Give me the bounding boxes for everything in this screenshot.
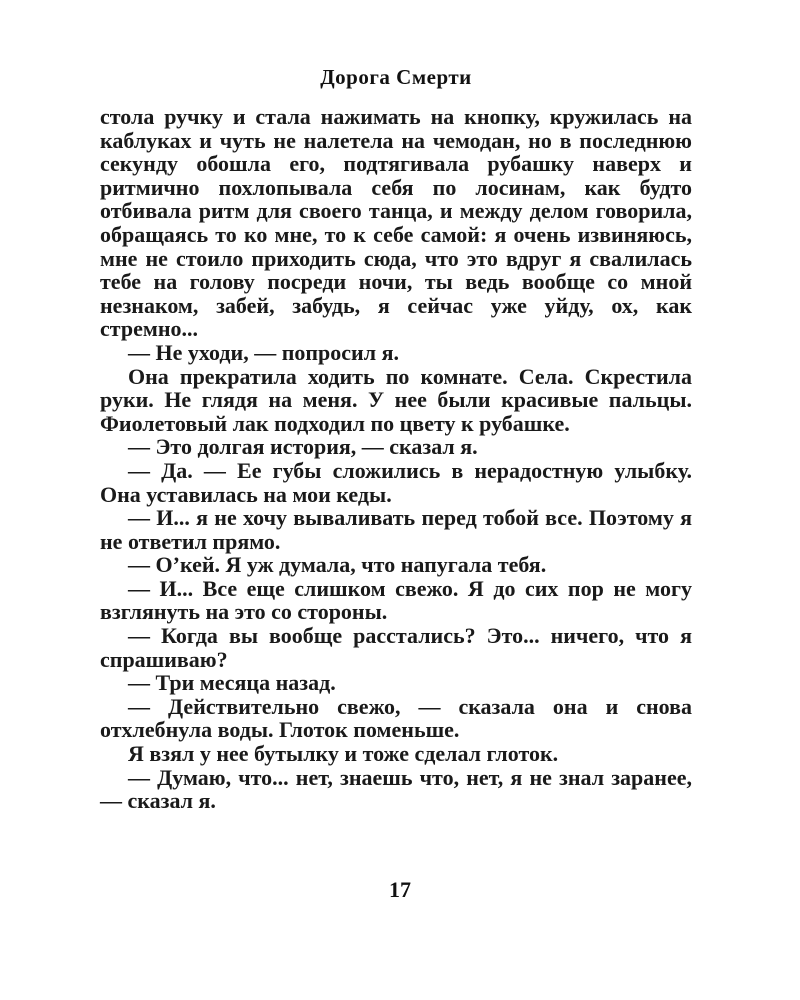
body-text (100, 105, 692, 813)
paragraph: — Думаю, что... нет, знаешь что, нет, я не знал заранее, — сказал я. (100, 764, 692, 814)
paragraph: — Не уходи, — попросил я. (128, 339, 399, 365)
page-number: 17 (389, 877, 411, 902)
paragraph: — И... я не хочу вываливать перед тобой все. Поэтому я не ответил прямо. (100, 505, 692, 554)
paragraph: — И... Все еще слишком свежо. Я до сих пор не могу взглянуть на это со стороны. (100, 575, 692, 625)
paragraph: Она прекратила ходить по комнате. Села. Скрестила руки. Не глядя на меня. У нее были красивые пальцы. Фиолетовый лак подходил по цвету к рубашке. (100, 363, 692, 436)
paragraph: Я взял у нее бутылку и тоже сделал глоток. (128, 741, 559, 767)
paragraph: — Три месяца назад. (128, 670, 336, 696)
running-title: Дорога Смерти (320, 65, 472, 89)
book-page (100, 62, 692, 813)
paragraph: — Да. — Ее губы сложились в нерадостную улыбку. Она уставилась на мои кеды. (100, 457, 692, 507)
paragraph: стола ручку и стала нажимать на кнопку, кружилась на каблуках и чуть не налетела на чемодан, но в последнюю секунду обошла его, подтягивала рубашку наверх и ритмично похлопывала себя по лосинам, как будто отбивала ритм для своего танца, и между делом говорила, обращаясь то ко мне, то к себе самой: я очень извиняюсь, мне не стоило приходить сюда, что это вдруг я свалилась тебе на голову посреди ночи, ты ведь вообще со мной незнаком, забей, забудь, я сейчас уже уйду, ох, как стремно... (100, 104, 692, 342)
paragraph: — Когда вы вообще расстались? Это... ничего, что я спрашиваю? (100, 623, 692, 672)
paragraph: — Действительно свежо, — сказала она и снова отхлебнула воды. Глоток поменьше. (100, 693, 692, 743)
paragraph: — Это долгая история, — сказал я. (128, 434, 478, 460)
paragraph: — О’кей. Я уж думала, что напугала тебя. (128, 552, 547, 578)
